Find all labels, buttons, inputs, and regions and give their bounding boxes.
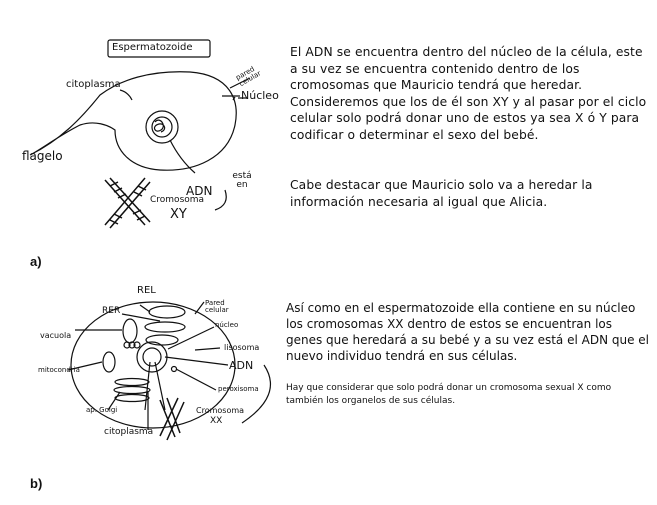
label-cytoplasm-b: citoplasma: [104, 427, 154, 437]
paragraph-b-2: Hay que considerar que solo podrá donar un cromosoma sexual X como también los organelos de sus células.: [286, 383, 612, 406]
label-chromosome-type-b: XX: [210, 416, 223, 426]
paragraph-b-1: Así como en el espermatozoide ella contiene en su núcleo los cromosomas XX dentro de estos se encuentran los genes que heredará a su bebé y a su vez está el ADN que el nuevo individuo tendrá en sus células.: [286, 301, 650, 363]
label-chromosome-type-a: XY: [170, 207, 187, 222]
label-chromosome-b: Cromosoma: [196, 406, 245, 415]
label-nucleus-a: Núcleo: [241, 89, 279, 102]
sperm-title: Espermatozoide: [112, 42, 193, 53]
peroxisome-icon: [172, 367, 177, 372]
mitochondria-icon: [103, 352, 115, 372]
label-lysosome: lisosoma: [224, 343, 260, 352]
nucleus-b-icon: [137, 342, 167, 372]
tag-b: b): [30, 476, 43, 491]
chromosome-xy-icon: [105, 178, 150, 228]
label-dna-b: ADN: [229, 359, 254, 372]
sperm-cell-drawing: [30, 40, 250, 228]
label-wall-b: Pared celular: [205, 299, 229, 314]
tag-a: a): [30, 254, 42, 269]
label-is-in: está en: [232, 171, 252, 190]
paragraph-a-1: El ADN se encuentra dentro del núcleo de la célula, este a su vez se encuentra contenido dentro de los cromosomas que Mauricio tendrá que heredar. Consideremos que los de él son XY y al pasar por el ciclo celular solo podrá donar uno de estos ya sea X ó Y para codificar o determinar el sexo del bebé.: [290, 45, 647, 142]
label-rel: REL: [137, 285, 156, 296]
label-golgi: ap. Golgi: [86, 406, 118, 414]
label-cytoplasm-a: citoplasma: [66, 79, 121, 90]
label-mitochondria: mitocondria: [38, 366, 80, 374]
label-flagellum: flagelo: [22, 149, 63, 163]
label-vacuole: vacuola: [40, 331, 72, 340]
golgi-icon: [115, 379, 149, 386]
paragraph-a-2: Cabe destacar que Mauricio solo va a heredar la información necesaria al igual que Alicia.: [290, 178, 593, 209]
label-peroxisome: peroxisoma: [218, 385, 259, 393]
vacuole-icon: [123, 319, 137, 343]
nucleus-icon: [146, 111, 178, 143]
label-wall-a: pared celular: [234, 64, 263, 89]
label-dna-a: ADN: [186, 184, 213, 198]
label-rer: RER: [102, 306, 121, 316]
label-chromosome-a: Cromosoma: [150, 195, 205, 205]
label-nucleus-b: núcleo: [215, 321, 239, 329]
